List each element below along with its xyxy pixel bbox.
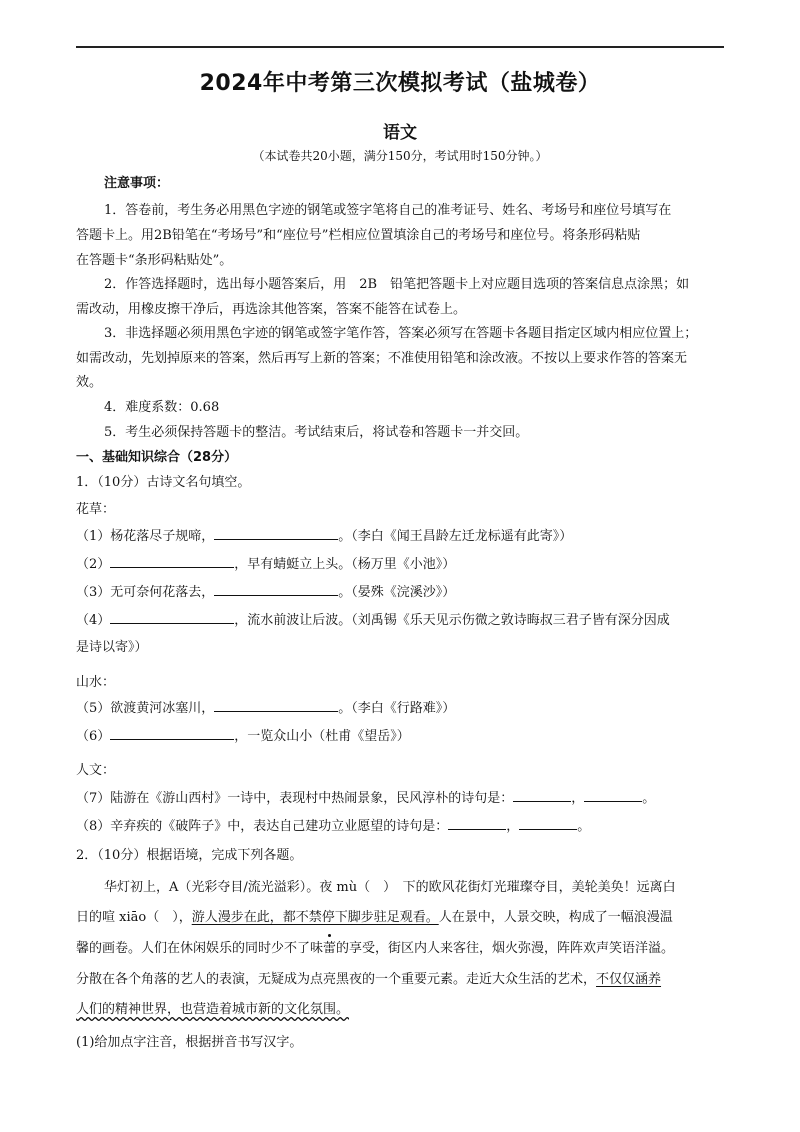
fill-item: （6） ，一览众山小（杜甫《望岳》） bbox=[76, 725, 410, 744]
answer-blank[interactable] bbox=[110, 726, 234, 740]
answer-blank[interactable] bbox=[513, 788, 571, 802]
exam-note: （本试卷共20小题，满分150分，考试用时150分钟。） bbox=[252, 149, 548, 163]
notice-line: 4．难度系数：0.68 bbox=[104, 400, 220, 415]
fill-item: （1）杨花落尽子规啼， 。（李白《闻王昌龄左迁龙标遥有此寄》） bbox=[76, 525, 572, 544]
notice-line: 需改动，用橡皮擦干净后，再选涂其他答案，答案不能答在试卷上。 bbox=[76, 302, 467, 317]
answer-blank[interactable] bbox=[519, 816, 577, 830]
subject-title: 语文 bbox=[383, 123, 417, 143]
passage-line bbox=[76, 998, 349, 1017]
underlined-sentence: 不仅仅涵养 bbox=[596, 972, 662, 987]
fill-item: （2） ，早有蜻蜓立上头。（杨万里《小池》） bbox=[76, 553, 455, 572]
answer-blank[interactable] bbox=[110, 610, 234, 624]
dotted-character: 蕾 bbox=[323, 941, 336, 956]
wavy-underlined-sentence: 人们的精神世界，也营造着城市新的文化氛围。 bbox=[76, 1002, 350, 1017]
notice-line: 2．作答选择题时，选出每小题答案后，用 2B 铅笔把答题卡上对应题目选项的答案信息点涂黑；如 bbox=[104, 277, 690, 292]
answer-blank[interactable] bbox=[110, 554, 234, 568]
notice-line: 答题卡上。用2B铅笔在“考场号”和“座位号”栏相应位置填涂自己的考场号和座位号。将条形码粘贴 bbox=[76, 228, 641, 243]
underlined-sentence: 游人漫步在此，都不禁停下脚步驻足观看。 bbox=[191, 910, 439, 925]
passage-line: 馨的画卷。人们在休闲娱乐的同时少不了味蕾 的享受，街区内人来客往，烟火弥漫，阵阵欢声笑语洋溢。 bbox=[76, 937, 674, 956]
section-heading: 一、基础知识综合（28分） bbox=[76, 450, 238, 465]
fill-item: （4） ，流水前波让后波。（刘禹锡《乐天见示伤微之敦诗晦叔三君子皆有深分因成 bbox=[76, 609, 670, 628]
passage-line: 分散在各个角落的艺人的表演，无疑成为点亮黑夜的一个重要元素。走近大众生活的艺术，不仅仅涵养 bbox=[76, 972, 662, 987]
notice-line: 3．非选择题必须用黑色字迹的钢笔或签字笔作答，答案必须写在答题卡各题目指定区域内相应位置上； bbox=[104, 326, 698, 341]
question-stem: 2．（10分）根据语境，完成下列各题。 bbox=[76, 848, 303, 863]
group-label: 山水： bbox=[76, 675, 116, 690]
answer-blank[interactable] bbox=[214, 582, 338, 596]
fill-item: （3）无可奈何花落去， 。（晏殊《浣溪沙》） bbox=[76, 581, 455, 600]
answer-blank[interactable] bbox=[214, 698, 338, 712]
notice-heading: 注意事项： bbox=[104, 176, 170, 191]
emphasis-dot bbox=[328, 934, 331, 937]
question-stem: 1．（10分）古诗文名句填空。 bbox=[76, 475, 251, 490]
sub-question: (1)给加点字注音，根据拼音书写汉字。 bbox=[76, 1035, 303, 1050]
notice-line: 如需改动，先划掉原来的答案，然后再写上新的答案；不准使用铅笔和涂改液。不按以上要求作答的答案无 bbox=[76, 351, 688, 366]
notice-line: 5．考生必须保持答题卡的整洁。考试结束后，将试卷和答题卡一并交回。 bbox=[104, 425, 529, 440]
fill-item: （8）辛弃疾的《破阵子》中，表达自己建功立业愿望的诗句是： ， 。 bbox=[76, 815, 590, 834]
fill-item-continued: 是诗以寄》） bbox=[76, 640, 148, 655]
top-rule bbox=[76, 46, 724, 48]
notice-line: 1．答卷前，考生务必用黑色字迹的钢笔或签字笔将自己的准考证号、姓名、考场号和座位号填写在 bbox=[104, 203, 672, 218]
group-label: 人文： bbox=[76, 763, 116, 778]
passage-line: 华灯初上，A（光彩夺目/流光溢彩）。夜 mù（ ） 下的欧风花街灯光璀璨夺目，美轮美奂！远离白 bbox=[104, 880, 676, 895]
answer-blank[interactable] bbox=[584, 788, 642, 802]
answer-blank[interactable] bbox=[214, 526, 338, 540]
fill-item: （5）欲渡黄河冰塞川， 。（李白《行路难》） bbox=[76, 697, 455, 716]
fill-item: （7）陆游在《游山西村》一诗中，表现村中热闹景象，民风淳朴的诗句是： ， 。 bbox=[76, 787, 655, 806]
notice-line: 效。 bbox=[76, 375, 103, 390]
page-title: 2024年中考第三次模拟考试（盐城卷） bbox=[199, 71, 601, 96]
passage-line: 日的喧 xiāo（ ），游人漫步在此，都不禁停下脚步驻足观看。人在景中，人景交映，构成了一幅浪漫温 bbox=[76, 910, 673, 925]
notice-line: 在答题卡“条形码粘贴处”。 bbox=[76, 253, 233, 268]
answer-blank[interactable] bbox=[448, 816, 506, 830]
group-label: 花草： bbox=[76, 502, 116, 517]
